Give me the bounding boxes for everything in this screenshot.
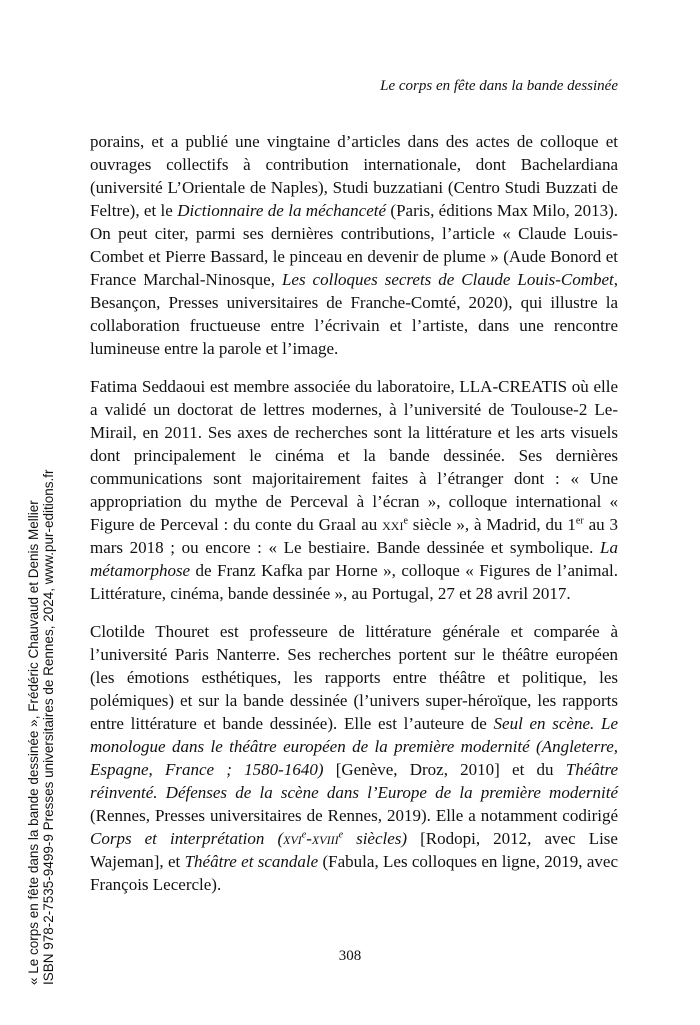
side-note-line-1: « Le corps en fête dans la bande dessinée », Frédéric Chauvaud et Denis Mellier <box>26 500 41 985</box>
copyright-side-note <box>26 469 56 985</box>
text-run: (Paris, éditions Max Milo, 2013). On peut citer, parmi ses dernières contributions, l’article « Claude Louis-Combet et Pierre Bassard, le pinceau en devenir de plume » (Aude Bonord et France Marchal-Ninosque, <box>90 201 618 289</box>
text-run: [Rodopi, 2012, avec Lise Wajeman], et <box>90 829 618 871</box>
italic-title: Seul en scène. Le monologue dans le théâtre européen de la première modernité (Angleterre, Espagne, France ; 1580-1640) <box>90 714 618 779</box>
text-run: , Besançon, Presses universitaires de Franche-Comté, 2020), qui illustre la collaboration fructueuse entre l’écrivain et l’artiste, dans une rencontre lumineuse entre la parole et l’image. <box>90 270 618 358</box>
page-body <box>90 130 618 911</box>
italic-title: Théâtre réinventé. Défenses de la scène dans l’Europe de la première modernité <box>90 760 618 802</box>
superscript: e <box>301 829 307 841</box>
side-note-line-2: ISBN 978-2-7535-9499-9 Presses universitaires de Rennes, 2024, www.pur-editions.fr <box>41 469 56 985</box>
text-run: siècle », à Madrid, du 1 <box>407 515 576 534</box>
paragraph-3 <box>90 620 618 896</box>
text-run: (Fabula, Les colloques en ligne, 2019, avec François Lecercle). <box>90 852 618 894</box>
italic-title: La métamorphose <box>90 538 618 580</box>
italic-title: Les colloques secrets de Claude Louis-Combet <box>281 270 614 289</box>
text-run: Fatima Seddaoui est membre associée du laboratoire, LLA-CREATIS où elle a validé un doctorat de lettres modernes, à l’université de Toulouse-2 Le-Mirail, en 2011. Ses axes de recherches sont la littérature et les arts visuels dont principalement le cinéma et la bande dessinée. Ses dernières communications sont majoritairement faites à l’étranger dont : « Une appropriation du mythe de Perceval à l’écran », colloque international « Figure de Perceval : du conte du Graal au <box>90 377 618 534</box>
italic-title: Théâtre et scandale <box>184 852 319 871</box>
superscript: er <box>575 515 584 527</box>
century-numeral: xviii <box>311 829 339 848</box>
text-run: Clotilde Thouret est professeure de littérature générale et comparée à l’université Paris Nanterre. Ses recherches portent sur le théâtre européen (les émotions esthétiques, les rapports entre théâtre et politique, les polémiques) et sur la bande dessinée (l’univers super-héroïque, les rapports entre littérature et bande dessinée). Elle est l’auteure de <box>90 622 618 733</box>
text-run: (Rennes, Presses universitaires de Rennes, 2019). Elle a notamment codirigé <box>90 806 618 825</box>
paragraph-2 <box>90 375 618 605</box>
paragraph-1 <box>90 130 618 360</box>
century-numeral: xxi <box>382 515 404 534</box>
text-run: Corps et interprétation ( <box>90 829 284 848</box>
italic-title <box>90 829 407 848</box>
text-run: porains, et a publié une vingtaine d’articles dans des actes de colloque et ouvrages collectifs à contribution internationale, dont Bachelardiana (université L’Orientale de Naples), Studi buzzatiani (Centro Studi Buzzati de Feltre), et le <box>90 132 618 220</box>
italic-title: Dictionnaire de la méchanceté <box>177 201 387 220</box>
text-run: [Genève, Droz, 2010] et du <box>323 760 566 779</box>
page-number: 308 <box>338 948 362 964</box>
text-run: de Franz Kafka par Horne », colloque « Figures de l’animal. Littérature, cinéma, bande dessinée », au Portugal, 27 et 28 avril 2017. <box>90 561 618 603</box>
century-numeral: xvi <box>283 829 302 848</box>
text-run: au 3 mars 2018 ; ou encore : « Le bestiaire. Bande dessinée et symbolique. <box>90 515 618 557</box>
text-run: - <box>306 829 312 848</box>
running-header: Le corps en fête dans la bande dessinée <box>380 78 618 94</box>
text-run: siècles) <box>343 829 408 848</box>
superscript: e <box>403 515 408 527</box>
superscript: e <box>338 829 344 841</box>
